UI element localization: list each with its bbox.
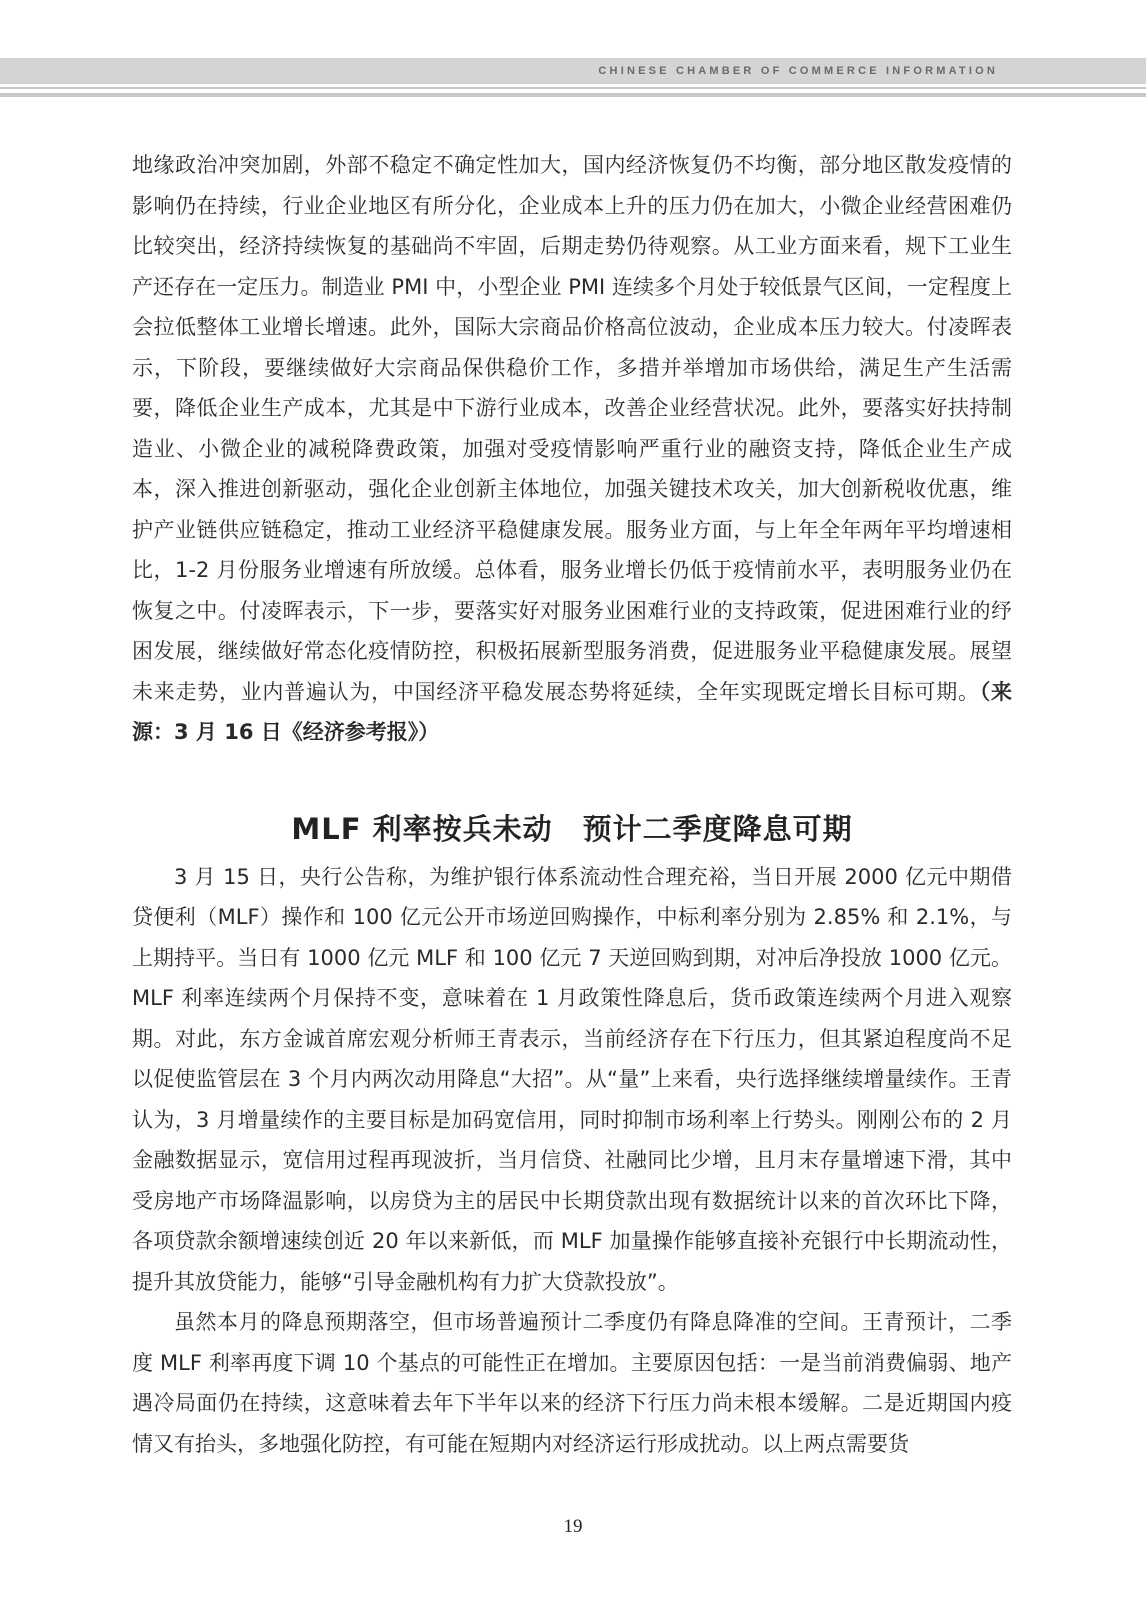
header-rule (0, 87, 1146, 89)
article-title: MLF 利率按兵未动 预计二季度降息可期 (291, 811, 853, 846)
source-citation: （来源：3 月 16 日《经济参考报》） (132, 679, 1013, 744)
article-paragraph: 虽然本月的降息预期落空，但市场普遍预计二季度仍有降息降准的空间。王青预计，二季度 MLF 利率再度下调 10 个基点的可能性正在增加。主要原因包括：一是当前消费偏弱、地产遇冷局面仍在持续，这意味着去年下半年以来的经济下行压力尚未根本缓解。二是近期国内疫情又有抬头，多地强化防控，有可能在短期内对经济运行形成扰动。以上两点需要货 (132, 1310, 1012, 1456)
page-content (132, 145, 1012, 1464)
article-paragraph: 3 月 15 日，央行公告称，为维护银行体系流动性合理充裕，当日开展 2000 亿元中期借贷便利（MLF）操作和 100 亿元公开市场逆回购操作，中标利率分别为 2.85% 和 2.1%，与上期持平。当日有 1000 亿元 MLF 和 100 亿元 7 天逆回购到期，对冲后净投放 1000 亿元。MLF 利率连续两个月保持不变，意味着在 1 月政策性降息后，货币政策连续两个月进入观察期。对此，东方金诚首席宏观分析师王青表示，当前经济存在下行压力，但其紧迫程度尚不足以促使监管层在 3 个月内两次动用降息“大招”。从“量”上来看，央行选择继续增量续作。王青认为，3 月增量续作的主要目标是加码宽信用，同时抑制市场利率上行势头。刚刚公布的 2 月金融数据显示，宽信用过程再现波折，当月信贷、社融同比少增，且月末存量增速下滑，其中受房地产市场降温影响，以房贷为主的居民中长期贷款出现有数据统计以来的首次环比下降，各项贷款余额增速续创近 20 年以来新低，而 MLF 加量操作能够直接补充银行中长期流动性，提升其放贷能力，能够“引导金融机构有力扩大贷款投放”。 (132, 864, 1012, 1294)
header-rule-thick (0, 93, 1146, 97)
page-number: 19 (563, 1516, 583, 1537)
running-header-title: CHINESE CHAMBER OF COMMERCE INFORMATION (598, 65, 998, 77)
continued-paragraph (132, 145, 1012, 753)
continued-paragraph-text: 地缘政治冲突加剧，外部不稳定不确定性加大，国内经济恢复仍不均衡，部分地区散发疫情的影响仍在持续，行业企业地区有所分化，企业成本上升的压力仍在加大，小微企业经营困难仍比较突出，经济持续恢复的基础尚不牢固，后期走势仍待观察。从工业方面来看，规下工业生产还存在一定压力。制造业 PMI 中，小型企业 PMI 连续多个月处于较低景气区间，一定程度上会拉低整体工业增长增速。此外，国际大宗商品价格高位波动，企业成本压力较大。付凌晖表示，下阶段，要继续做好大宗商品保供稳价工作，多措并举增加市场供给，满足生产生活需要，降低企业生产成本，尤其是中下游行业成本，改善企业经营状况。此外，要落实好扶持制造业、小微企业的减税降费政策，加强对受疫情影响严重行业的融资支持，降低企业生产成本，深入推进创新驱动，强化企业创新主体地位，加强关键技术攻关，加大创新税收优惠，维护产业链供应链稳定，推动工业经济平稳健康发展。服务业方面，与上年全年两年平均增速相比，1-2 月份服务业增速有所放缓。总体看，服务业增长仍低于疫情前水平，表明服务业仍在恢复之中。付凌晖表示，下一步，要落实好对服务业困难行业的支持政策，促进困难行业的纾困发展，继续做好常态化疫情防控，积极拓展新型服务消费，促进服务业平稳健康发展。展望未来走势，业内普遍认为，中国经济平稳发展态势将延续，全年实现既定增长目标可期。 (132, 153, 1012, 704)
